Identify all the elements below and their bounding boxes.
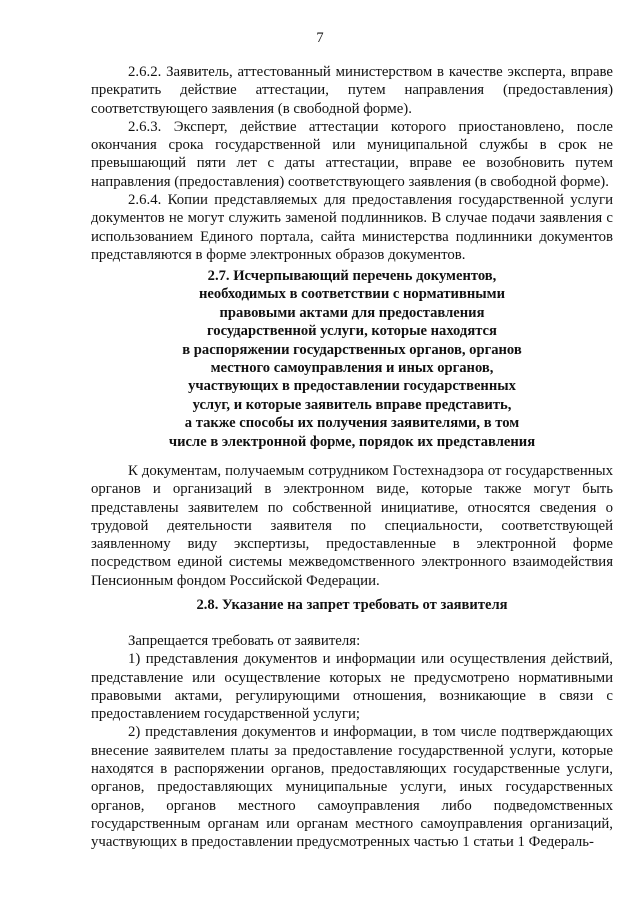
- heading-line: государственной услуги, которые находятся: [207, 323, 497, 340]
- page-number: 7: [316, 30, 324, 46]
- heading-line: в распоряжении государственных органов, органов: [182, 341, 522, 358]
- section-2-6-paragraphs: [91, 63, 613, 264]
- section-2-8-heading: 2.8. Указание на запрет требовать от заявителя: [196, 597, 508, 613]
- heading-line: правовыми актами для предоставления: [219, 304, 485, 321]
- heading-line: числе в электронной форме, порядок их представления: [168, 433, 536, 450]
- heading-line: услуг, и которые заявитель вправе представить,: [192, 396, 512, 413]
- heading-line: 2.7. Исчерпывающий перечень документов,: [207, 268, 497, 284]
- paragraph-prohibition-intro: Запрещается требовать от заявителя:: [128, 633, 361, 649]
- section-2-7-body: [91, 462, 613, 590]
- heading-line: а также способы их получения заявителями, в том: [184, 415, 520, 432]
- list-item-1: 1) представления документов и информации или осуществления действий, представление или осуществление которых не предусмотрено нормативными правовыми актами, регулирующими отношения, возникающие в связи с предоставлением государственной услуги;: [91, 651, 613, 723]
- paragraph-documents-received: К документам, получаемым сотрудником Гостехнадзора от государственных органов и организаций в электронном виде, которые также могут быть представлены заявителем по собственной инициативе, относятся сведения о трудовой деятельности заявителя по специальности, соответствующей заявленному виду экспертизы, предоставленные в электронной форме посредством единой системы межведомственного электронного взаимодействия Пенсионным фондом Российской Федерации.: [91, 463, 613, 589]
- paragraph-2-6-4: 2.6.4. Копии представляемых для предоставления государственной услуги документов не могут служить заменой подлинников. В случае подачи заявления с использованием Единого портала, сайта министерства подлинники документов представляются в форме электронных образов документов.: [91, 192, 613, 263]
- section-2-7-heading: [91, 267, 613, 451]
- heading-line: необходимых в соответствии с нормативными: [199, 286, 505, 303]
- paragraph-2-6-2: 2.6.2. Заявитель, аттестованный министерством в качестве эксперта, вправе прекратить действие аттестации, путем направления (предоставления) соответствующего заявления (в свободной форме).: [91, 64, 613, 117]
- list-item-2: 2) представления документов и информации, в том числе подтверждающих внесение заявителем платы за предоставление государственной услуги, которые находятся в распоряжении органов, предоставляющих государственные услуги, органов, предоставляющих муниципальные услуги, иных государственных органов, органов местного самоуправления либо подведомственных государственным органам или органам местного самоуправления организаций, участвующих в предоставлении предусмотренных частью 1 статьи 1 Федераль-: [91, 724, 613, 851]
- section-2-8-body: [91, 632, 613, 852]
- paragraph-2-6-3: 2.6.3. Эксперт, действие аттестации которого приостановлено, после окончания срока государственной или муниципальной службы в срок не превышающий пяти лет с даты аттестации, вправе ее возобновить путем направления (предоставления) соответствующего заявления (в свободной форме).: [91, 118, 613, 190]
- heading-line: местного самоуправления и иных органов,: [210, 360, 494, 377]
- heading-line: участвующих в предоставлении государственных: [188, 378, 516, 395]
